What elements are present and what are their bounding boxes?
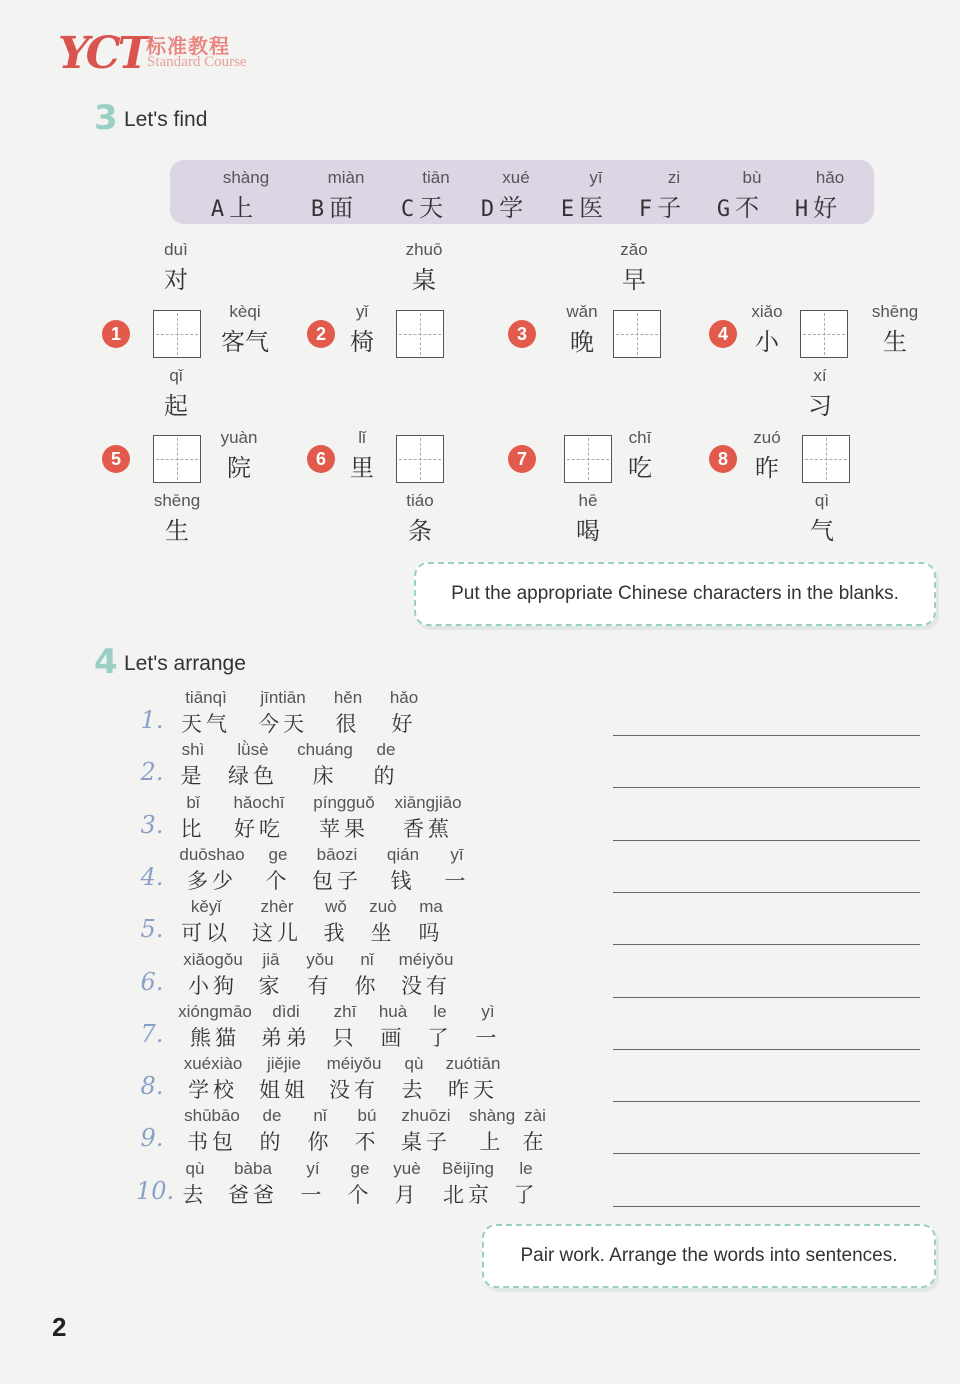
word-hanzi: 你 bbox=[307, 1130, 333, 1155]
row-number: 3. bbox=[140, 810, 164, 839]
word-hanzi: 今天 bbox=[258, 712, 308, 736]
char-hanzi: 吃 bbox=[628, 454, 652, 482]
option-letter: A bbox=[210, 197, 225, 222]
word-hanzi: 了 bbox=[427, 1025, 453, 1050]
option-e bbox=[542, 168, 622, 223]
answer-line[interactable] bbox=[613, 787, 920, 788]
char-hanzi: 客气 bbox=[221, 328, 269, 356]
word-pinyin: shàng bbox=[468, 1106, 516, 1126]
word-pinyin: chuáng bbox=[297, 740, 353, 760]
blank-box-4[interactable] bbox=[800, 310, 848, 358]
blank-box-5[interactable] bbox=[153, 435, 201, 483]
option-pinyin: bù bbox=[742, 168, 762, 187]
char-qi-4 bbox=[800, 491, 844, 546]
char-hanzi: 小 bbox=[755, 328, 779, 356]
word-hanzi: 有 bbox=[307, 973, 333, 998]
option-pinyin: zi bbox=[667, 168, 681, 187]
char-sheng-1 bbox=[864, 302, 926, 357]
option-d bbox=[462, 168, 542, 223]
arrange-word bbox=[443, 1002, 533, 1052]
option-b bbox=[292, 168, 372, 223]
word-hanzi: 不 bbox=[354, 1130, 380, 1155]
char-hanzi: 椅 bbox=[350, 328, 374, 356]
instruction-box-section4 bbox=[482, 1224, 936, 1288]
arrange-word bbox=[383, 793, 473, 843]
char-hanzi: 昨 bbox=[755, 454, 779, 482]
word-pinyin: bāozi bbox=[316, 844, 358, 864]
answer-line[interactable] bbox=[613, 735, 920, 736]
word-pinyin: zuò bbox=[369, 897, 397, 917]
word-pinyin: zhèr bbox=[260, 897, 294, 917]
char-hanzi: 早 bbox=[622, 266, 646, 294]
word-hanzi: 一 bbox=[444, 868, 470, 893]
badge-5: 5 bbox=[102, 445, 130, 473]
word-hanzi: 的 bbox=[373, 764, 399, 789]
word-hanzi: 绿色 bbox=[228, 764, 278, 789]
char-pinyin: zǎo bbox=[620, 240, 648, 259]
arrange-word bbox=[341, 740, 431, 790]
row-number: 1. bbox=[140, 706, 164, 734]
word-pinyin: hǎochī bbox=[233, 792, 285, 812]
word-hanzi: 香蕉 bbox=[403, 816, 453, 841]
char-hanzi: 条 bbox=[408, 517, 432, 545]
blank-box-2[interactable] bbox=[396, 310, 444, 358]
word-hanzi: 画 bbox=[380, 1025, 406, 1050]
word-pinyin: shūbāo bbox=[184, 1106, 240, 1126]
option-letter: B bbox=[310, 197, 325, 222]
logo-mark: YCT bbox=[58, 28, 148, 79]
char-pinyin: wǎn bbox=[566, 302, 598, 321]
word-pinyin: zuótiān bbox=[445, 1054, 501, 1074]
word-hanzi: 包子 bbox=[312, 868, 362, 893]
word-pinyin: dìdi bbox=[272, 1001, 300, 1021]
word-hanzi: 个 bbox=[265, 868, 291, 893]
word-pinyin: de bbox=[262, 1106, 282, 1126]
word-pinyin: duōshao bbox=[179, 844, 245, 864]
option-char: 子 bbox=[657, 194, 682, 222]
word-pinyin: yǒu bbox=[306, 949, 334, 969]
word-pinyin: zhuōzi bbox=[401, 1106, 451, 1126]
word-pinyin: jiějie bbox=[266, 1054, 302, 1074]
instruction-text: Put the appropriate Chinese characters in the blanks. bbox=[451, 583, 899, 604]
word-hanzi: 小狗 bbox=[188, 973, 238, 998]
word-pinyin: kěyǐ bbox=[190, 897, 222, 917]
char-yi bbox=[340, 302, 384, 357]
char-pinyin: shēng bbox=[871, 302, 919, 321]
word-hanzi: 学校 bbox=[188, 1078, 238, 1103]
char-pinyin: tiáo bbox=[406, 491, 434, 510]
char-keqi bbox=[214, 302, 276, 357]
char-xi bbox=[796, 366, 844, 421]
char-tiao bbox=[396, 491, 444, 546]
option-char: 面 bbox=[329, 194, 354, 222]
badge-2: 2 bbox=[307, 320, 335, 348]
option-pinyin: yī bbox=[589, 168, 603, 187]
char-yuan bbox=[212, 428, 266, 483]
word-hanzi: 上 bbox=[479, 1130, 505, 1155]
word-pinyin: tiānqì bbox=[185, 688, 227, 707]
row-number: 5. bbox=[140, 915, 164, 944]
word-hanzi: 爸爸 bbox=[228, 1182, 278, 1207]
char-zuo bbox=[746, 428, 788, 483]
word-hanzi: 坐 bbox=[370, 921, 396, 946]
char-pinyin: zuó bbox=[753, 428, 781, 447]
word-pinyin: xuéxiào bbox=[183, 1054, 243, 1074]
row-number: 9. bbox=[140, 1124, 164, 1153]
word-hanzi: 没有 bbox=[401, 973, 451, 998]
answer-line[interactable] bbox=[613, 1049, 920, 1050]
word-pinyin: zài bbox=[524, 1106, 546, 1126]
word-hanzi: 很 bbox=[335, 712, 361, 736]
word-hanzi: 天气 bbox=[181, 712, 231, 736]
char-wan bbox=[558, 302, 606, 357]
blank-box-7[interactable] bbox=[564, 435, 612, 483]
char-dui bbox=[146, 240, 206, 295]
option-char: 不 bbox=[735, 194, 760, 222]
blank-box-1[interactable] bbox=[153, 310, 201, 358]
word-hanzi: 北京 bbox=[443, 1182, 493, 1207]
char-hanzi: 对 bbox=[164, 266, 188, 294]
answer-line[interactable] bbox=[613, 1153, 920, 1154]
option-g bbox=[698, 168, 778, 223]
char-pinyin: yǐ bbox=[355, 302, 369, 321]
arrange-word bbox=[428, 1054, 518, 1104]
word-pinyin: xiāngjiāo bbox=[394, 792, 462, 812]
word-hanzi: 比 bbox=[180, 816, 206, 841]
option-char: 天 bbox=[419, 194, 444, 222]
answer-line[interactable] bbox=[613, 944, 920, 945]
option-pinyin: shàng bbox=[222, 168, 270, 187]
word-pinyin: shì bbox=[181, 740, 205, 760]
logo-chinese-title: 标准教程 bbox=[146, 34, 230, 58]
option-f bbox=[620, 168, 700, 223]
word-pinyin: qù bbox=[404, 1054, 424, 1074]
word-hanzi: 一 bbox=[475, 1025, 501, 1050]
row-number: 2. bbox=[140, 758, 164, 787]
word-pinyin: nǐ bbox=[313, 1106, 327, 1126]
char-he bbox=[566, 491, 610, 546]
page-number: 2 bbox=[52, 1312, 67, 1342]
word-hanzi: 在 bbox=[522, 1130, 548, 1155]
word-pinyin: bàba bbox=[234, 1158, 272, 1178]
arrange-word bbox=[359, 688, 449, 738]
arrange-word bbox=[490, 1106, 580, 1156]
option-a bbox=[192, 168, 272, 223]
word-pinyin: yī bbox=[450, 844, 464, 864]
word-pinyin: nǐ bbox=[360, 949, 374, 969]
row-number: 4. bbox=[140, 862, 164, 891]
option-char: 上 bbox=[229, 194, 254, 222]
answer-line[interactable] bbox=[613, 840, 920, 841]
word-pinyin: zhī bbox=[333, 1001, 357, 1021]
char-pinyin: zhuō bbox=[405, 240, 443, 259]
word-hanzi: 了 bbox=[513, 1182, 539, 1207]
char-pinyin: qǐ bbox=[169, 366, 183, 385]
badge-8: 8 bbox=[709, 445, 737, 473]
word-pinyin: ge bbox=[268, 844, 288, 864]
char-pinyin: hē bbox=[578, 491, 598, 510]
word-hanzi: 弟弟 bbox=[261, 1025, 311, 1050]
char-hanzi: 生 bbox=[883, 328, 907, 356]
row-number: 8. bbox=[140, 1072, 164, 1101]
option-letter: G bbox=[716, 197, 731, 222]
word-pinyin: yuè bbox=[393, 1158, 421, 1178]
word-pinyin: jiā bbox=[262, 949, 280, 969]
word-hanzi: 没有 bbox=[329, 1078, 379, 1103]
arrange-word bbox=[386, 897, 476, 947]
word-hanzi: 书包 bbox=[187, 1130, 237, 1155]
char-pinyin: yuàn bbox=[220, 428, 258, 447]
word-hanzi: 是 bbox=[180, 764, 206, 789]
char-pinyin: kèqi bbox=[229, 302, 261, 321]
word-pinyin: ge bbox=[350, 1158, 370, 1178]
word-hanzi: 我 bbox=[323, 921, 349, 946]
word-hanzi: 你 bbox=[354, 973, 380, 998]
char-hanzi: 院 bbox=[227, 454, 251, 482]
option-pinyin: xué bbox=[502, 168, 530, 187]
word-pinyin: bú bbox=[357, 1106, 377, 1126]
option-pinyin: hǎo bbox=[815, 168, 845, 187]
blank-box-8[interactable] bbox=[802, 435, 850, 483]
answer-line[interactable] bbox=[613, 1206, 920, 1207]
arrange-word bbox=[381, 950, 471, 1000]
row-number: 6. bbox=[140, 967, 164, 996]
word-pinyin: le bbox=[433, 1001, 447, 1021]
word-pinyin: ma bbox=[419, 897, 443, 917]
badge-4: 4 bbox=[709, 320, 737, 348]
char-hanzi: 晚 bbox=[570, 328, 594, 356]
word-pinyin: hěn bbox=[333, 688, 363, 707]
word-pinyin: xiǎogǒu bbox=[183, 949, 243, 969]
row-number: 7. bbox=[140, 1019, 164, 1048]
word-pinyin: yí bbox=[306, 1158, 320, 1178]
char-hanzi: 桌 bbox=[412, 266, 436, 294]
word-hanzi: 的 bbox=[259, 1130, 285, 1155]
blank-box-6[interactable] bbox=[396, 435, 444, 483]
arrange-word bbox=[412, 845, 502, 895]
option-letter: E bbox=[560, 197, 575, 222]
option-char: 医 bbox=[579, 194, 604, 222]
word-hanzi: 姐姐 bbox=[259, 1078, 309, 1103]
word-hanzi: 好 bbox=[391, 712, 417, 736]
word-hanzi: 这儿 bbox=[252, 921, 302, 946]
option-char: 好 bbox=[813, 194, 838, 222]
word-hanzi: 去 bbox=[182, 1182, 208, 1207]
char-hanzi: 里 bbox=[350, 454, 374, 482]
char-qi bbox=[148, 366, 204, 421]
word-pinyin: qián bbox=[386, 844, 420, 864]
char-xiao bbox=[744, 302, 790, 357]
word-hanzi: 桌子 bbox=[401, 1130, 451, 1155]
word-pinyin: jīntiān bbox=[260, 688, 306, 707]
char-hanzi: 习 bbox=[808, 392, 832, 420]
option-pinyin: tiān bbox=[422, 168, 450, 187]
word-pinyin: qù bbox=[185, 1158, 205, 1178]
char-pinyin: lǐ bbox=[358, 428, 366, 447]
option-letter: C bbox=[400, 197, 415, 222]
options-bar bbox=[170, 160, 874, 224]
char-pinyin: duì bbox=[164, 240, 188, 259]
word-hanzi: 个 bbox=[347, 1182, 373, 1207]
char-zao bbox=[604, 240, 664, 295]
word-pinyin: xióngmāo bbox=[178, 1001, 252, 1021]
word-pinyin: wǒ bbox=[325, 897, 347, 917]
word-hanzi: 苹果 bbox=[319, 816, 369, 841]
answer-line[interactable] bbox=[613, 1101, 920, 1102]
instruction-box-section3 bbox=[414, 562, 936, 626]
char-pinyin: shēng bbox=[153, 491, 201, 510]
word-hanzi: 钱 bbox=[390, 868, 416, 893]
option-pinyin: miàn bbox=[327, 168, 365, 187]
word-pinyin: hǎo bbox=[389, 688, 419, 707]
section3-title: Let's find bbox=[124, 108, 208, 131]
badge-7: 7 bbox=[508, 445, 536, 473]
word-hanzi: 只 bbox=[332, 1025, 358, 1050]
char-hanzi: 生 bbox=[165, 517, 189, 545]
blank-box-3[interactable] bbox=[613, 310, 661, 358]
char-chi bbox=[620, 428, 660, 483]
word-pinyin: méiyǒu bbox=[326, 1054, 382, 1074]
option-letter: H bbox=[794, 197, 809, 222]
section4-number: 4 bbox=[94, 642, 118, 682]
word-pinyin: le bbox=[519, 1158, 533, 1178]
char-hanzi: 起 bbox=[164, 392, 188, 420]
row-number: 10. bbox=[136, 1176, 175, 1205]
option-letter: F bbox=[638, 197, 653, 222]
word-pinyin: yì bbox=[481, 1001, 495, 1021]
char-hanzi: 气 bbox=[810, 517, 834, 545]
option-h bbox=[776, 168, 856, 223]
section4-title: Let's arrange bbox=[124, 652, 246, 675]
char-pinyin: chī bbox=[628, 428, 652, 447]
word-hanzi: 月 bbox=[394, 1182, 420, 1207]
char-pinyin: xiǎo bbox=[751, 302, 783, 321]
char-zhuo bbox=[394, 240, 454, 295]
word-pinyin: bǐ bbox=[186, 792, 200, 812]
word-pinyin: Běijīng bbox=[442, 1158, 494, 1178]
logo-english-title: Standard Course bbox=[147, 54, 247, 70]
word-hanzi: 家 bbox=[258, 973, 284, 998]
word-hanzi: 吗 bbox=[418, 921, 444, 946]
section3-number: 3 bbox=[94, 98, 118, 138]
word-pinyin: lǜsè bbox=[237, 740, 269, 760]
word-hanzi: 可以 bbox=[181, 921, 231, 946]
word-pinyin: de bbox=[376, 740, 396, 760]
answer-line[interactable] bbox=[613, 892, 920, 893]
word-hanzi: 去 bbox=[401, 1078, 427, 1103]
char-pinyin: qì bbox=[814, 491, 830, 510]
badge-6: 6 bbox=[307, 445, 335, 473]
char-li bbox=[342, 428, 382, 483]
badge-3: 3 bbox=[508, 320, 536, 348]
word-pinyin: huà bbox=[378, 1001, 408, 1021]
word-hanzi: 多少 bbox=[187, 868, 237, 893]
arrange-word bbox=[214, 793, 304, 843]
word-hanzi: 熊猫 bbox=[190, 1025, 240, 1050]
word-hanzi: 床 bbox=[312, 764, 338, 789]
char-hanzi: 喝 bbox=[576, 517, 600, 545]
option-letter: D bbox=[480, 197, 495, 222]
answer-line[interactable] bbox=[613, 997, 920, 998]
word-hanzi: 一 bbox=[300, 1182, 326, 1207]
word-hanzi: 昨天 bbox=[448, 1078, 498, 1103]
badge-1: 1 bbox=[102, 320, 130, 348]
arrange-word bbox=[299, 793, 389, 843]
word-pinyin: píngguǒ bbox=[313, 792, 375, 812]
option-char: 学 bbox=[499, 194, 524, 222]
char-sheng-2 bbox=[146, 491, 208, 546]
word-hanzi: 好吃 bbox=[234, 816, 284, 841]
option-c bbox=[382, 168, 462, 223]
arrange-word bbox=[481, 1159, 571, 1209]
char-pinyin: xí bbox=[813, 366, 827, 385]
word-pinyin: méiyǒu bbox=[398, 949, 454, 969]
instruction-text: Pair work. Arrange the words into sentences. bbox=[520, 1245, 898, 1266]
